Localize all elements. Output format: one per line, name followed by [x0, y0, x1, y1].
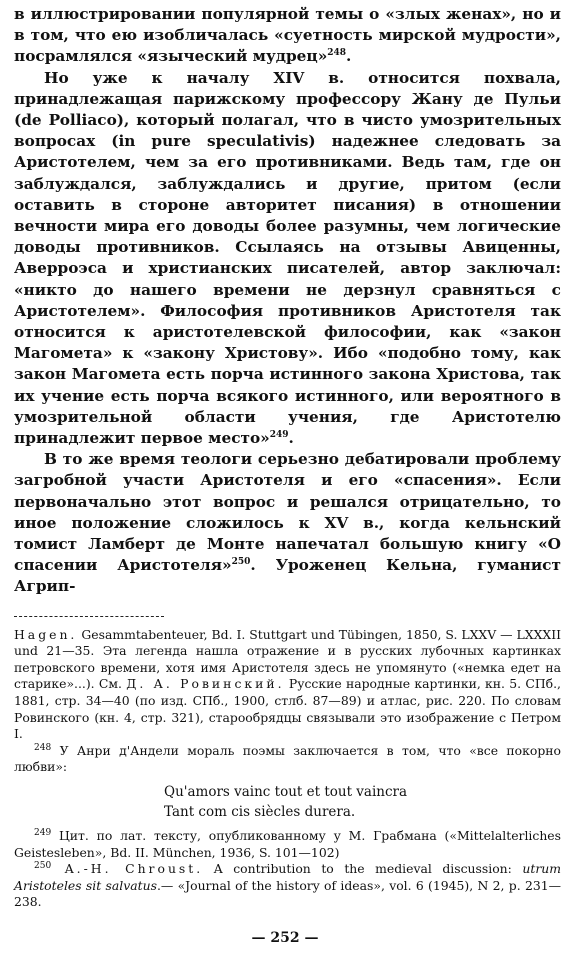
- paragraph-2: [14, 68, 561, 450]
- footnote-number: 249: [34, 827, 52, 838]
- footnote-author: A.-H. Chroust.: [51, 861, 204, 877]
- footnote-250: [14, 861, 561, 911]
- footnote-text: Русские народные картинки, кн. 5. СПб., 1881, стр. 34—40 (по изд. СПб., 1900, стлб. 87—89) и атлас, рис. 220. По словам Ровинского (кн. 4, стр. 321), старообрядцы связывали это изображение с Петром I.: [14, 676, 561, 742]
- footnote-248: [14, 743, 561, 776]
- footnote-continuation: [14, 627, 561, 743]
- verse-quote: [164, 782, 561, 822]
- footnote-text: Цит. по лат. тексту, опубликованному у М. Грабмана («Mittelalterliches Geistesleben», Bd. II. München, 1936, S. 101—102): [14, 828, 561, 860]
- verse-line: Qu'amors vainc tout et tout vaincra: [164, 784, 408, 801]
- book-page: [14, 4, 561, 911]
- footnote-ref-249: 249: [269, 429, 289, 440]
- footnote-text: A contribution to the medieval discussion:: [203, 861, 523, 877]
- paragraph-1-text: в иллюстрировании популярной темы о «злых женах», но и в том, что ею изобличалась «суетность мирской мудрости», посрамлялся «языческий мудрец»: [14, 5, 561, 66]
- footnote-author: Hagen.: [14, 626, 78, 642]
- footnote-italic-text: utrum Aristoteles sit salvatus: [14, 861, 561, 893]
- footnote-text: У Анри д'Андели мораль поэмы заключается в том, что «все покорно любви»:: [14, 742, 561, 775]
- footnote-text: .— «Journal of the history of ideas», vol. 6 (1945), N 2, p. 231—238.: [14, 877, 561, 910]
- footnote-number: 248: [34, 742, 52, 753]
- footnote-number: 250: [34, 861, 52, 872]
- verse-line: Tant com cis siècles durera.: [164, 804, 356, 821]
- footnote-text: Gesammtabenteuer, Bd. I. Stuttgart und Tübingen, 1850, S. LXXV — LXXXII und 21—35. Эта легенда нашла отражение и в русских лубочных картинках петровского времени, хотя имя Аристотеля здесь не упомянуто («немка едет на старике»...). См.: [14, 626, 561, 692]
- paragraph-1: [14, 4, 561, 68]
- footnote-author: Д. А. Ровинский.: [126, 676, 285, 692]
- footnote-ref-250: 250: [231, 557, 251, 568]
- paragraph-3-end: . Уроженец Кельна, гуманист Агрип-: [14, 556, 561, 596]
- paragraph-2-end: .: [288, 429, 294, 448]
- footnote-249: [14, 828, 561, 861]
- footnote-divider: [14, 616, 164, 617]
- paragraph-2-text: Но уже к началу XIV в. относится похвала, принадлежащая парижскому профессору Жану де Пульи (de Polliaco), который полагал, что в чисто умозрительных вопросах (in pure speculativis) надежнее следовать за Аристотелем, чем за его противниками. Ведь там, где он заблуждался, заблуждались и другие, притом (если оставить в стороне авторитет писания) в отношении вечности мира его доводы более разумны, чем логические доводы противников. Ссылаясь на отзывы Авиценны, Аверроэса и христианских писателей, автор заключал: «никто до нашего времени не дерзнул сравняться с Аристотелем». Философия противников Аристотеля так относится к аристотелевской философии, как «закон Магомета» к «закону Христову». Ибо «подобно тому, как закон Магомета есть порча истинного закона Христова, так их учение есть порча всякого истинного, или вероятного в умозрительной области учения, где Аристотелю принадлежит первое место»: [14, 68, 561, 448]
- paragraph-3-text: В то же время теологи серьезно дебатировали проблему загробной участи Аристотеля и его «спасения». Если первоначально этот вопрос и решался отрицательно, то иное положение сложилось к XV в., когда кельнский томист Ламберт де Монте напечатал большую книгу «О спасении Аристотеля»: [14, 450, 561, 575]
- paragraph-3: [14, 449, 561, 597]
- paragraph-1-end: .: [346, 47, 352, 66]
- footnote-ref-248: 248: [327, 48, 347, 59]
- main-text: [14, 4, 561, 598]
- page-number: — 252 —: [251, 930, 319, 946]
- footnotes: [14, 627, 561, 911]
